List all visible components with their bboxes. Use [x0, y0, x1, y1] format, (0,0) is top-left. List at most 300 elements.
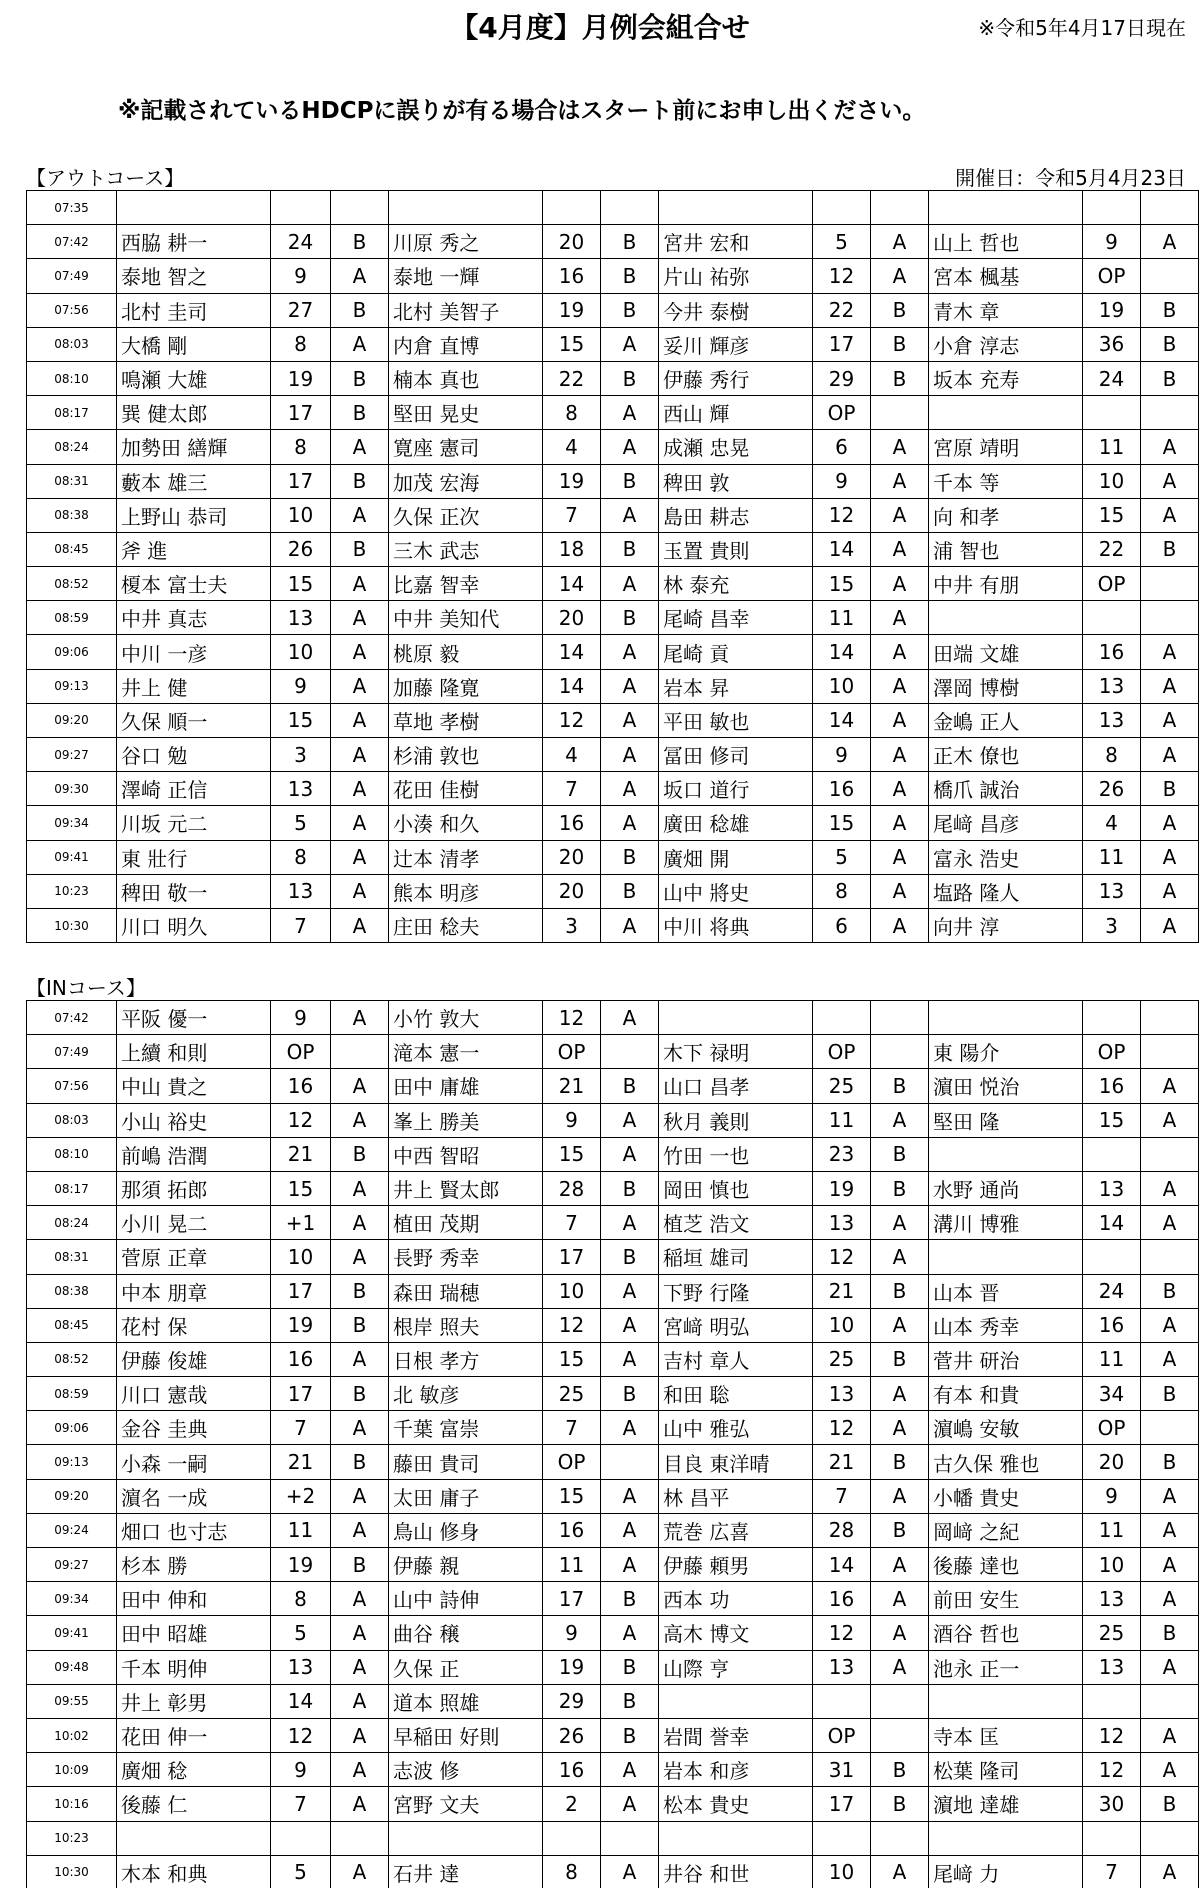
- player-name: 澤崎 正信: [117, 772, 271, 806]
- player-name: 谷口 勉: [117, 738, 271, 772]
- player-name: 久保 順一: [117, 703, 271, 737]
- player-hdcp: 12: [271, 1103, 331, 1137]
- player-name: 島田 耕志: [659, 498, 813, 532]
- player-name: 木下 禄明: [659, 1035, 813, 1069]
- tee-time-row: [27, 1069, 1199, 1103]
- player-name: 山本 秀幸: [929, 1308, 1083, 1342]
- player-class: A: [601, 1411, 659, 1445]
- player-hdcp: 17: [813, 327, 871, 361]
- player-name: 鳴瀬 大雄: [117, 361, 271, 395]
- player-hdcp: 16: [543, 806, 601, 840]
- player-class: [871, 1035, 929, 1069]
- player-class: A: [871, 1548, 929, 1582]
- player-class: B: [871, 1171, 929, 1205]
- player-name: [389, 1821, 543, 1855]
- player-class: B: [601, 1069, 659, 1103]
- player-class: A: [1141, 1582, 1199, 1616]
- player-name: 日根 孝方: [389, 1342, 543, 1376]
- player-class: [1141, 1240, 1199, 1274]
- player-class: A: [871, 532, 929, 566]
- tee-time-row: [27, 327, 1199, 361]
- tee-time: 08:31: [27, 1240, 117, 1274]
- player-hdcp: 14: [813, 635, 871, 669]
- player-hdcp: 7: [1083, 1855, 1141, 1888]
- player-hdcp: OP: [1083, 1035, 1141, 1069]
- player-class: A: [1141, 1513, 1199, 1547]
- player-class: [871, 1821, 929, 1855]
- player-hdcp: [1083, 601, 1141, 635]
- player-name: 田中 伸和: [117, 1582, 271, 1616]
- player-class: A: [1141, 874, 1199, 908]
- player-hdcp: 8: [271, 1582, 331, 1616]
- player-class: [601, 1035, 659, 1069]
- player-name: [117, 1821, 271, 1855]
- player-class: B: [331, 532, 389, 566]
- player-class: A: [331, 1001, 389, 1035]
- player-hdcp: 13: [271, 601, 331, 635]
- player-class: A: [331, 1513, 389, 1547]
- player-hdcp: 16: [813, 1582, 871, 1616]
- player-class: A: [331, 1787, 389, 1821]
- player-class: [871, 1001, 929, 1035]
- player-class: A: [601, 738, 659, 772]
- player-hdcp: 13: [271, 874, 331, 908]
- player-hdcp: 19: [543, 1650, 601, 1684]
- tee-time-row: [27, 1753, 1199, 1787]
- player-hdcp: 25: [543, 1377, 601, 1411]
- tee-time-row: [27, 259, 1199, 293]
- player-hdcp: 8: [543, 1855, 601, 1888]
- player-class: A: [871, 1411, 929, 1445]
- tee-time: 09:55: [27, 1684, 117, 1718]
- out-course-table: [26, 190, 1199, 943]
- player-name: 宮原 靖明: [929, 430, 1083, 464]
- player-class: A: [331, 259, 389, 293]
- player-class: A: [331, 669, 389, 703]
- player-name: 斧 進: [117, 532, 271, 566]
- player-class: B: [871, 1137, 929, 1171]
- player-name: 玉置 貴則: [659, 532, 813, 566]
- player-class: A: [1141, 1171, 1199, 1205]
- player-name: 溝川 博雅: [929, 1206, 1083, 1240]
- player-class: [1141, 191, 1199, 225]
- player-class: A: [331, 1855, 389, 1888]
- player-class: A: [601, 772, 659, 806]
- player-name: 塩路 隆人: [929, 874, 1083, 908]
- tee-time: 09:41: [27, 1616, 117, 1650]
- player-name: 尾崎 昌幸: [659, 601, 813, 635]
- player-class: [1141, 396, 1199, 430]
- player-hdcp: [543, 191, 601, 225]
- player-class: A: [871, 908, 929, 942]
- player-hdcp: 15: [271, 1171, 331, 1205]
- player-class: B: [601, 1582, 659, 1616]
- tee-time: 07:56: [27, 293, 117, 327]
- player-class: A: [1141, 225, 1199, 259]
- player-hdcp: 29: [543, 1684, 601, 1718]
- player-class: A: [871, 1206, 929, 1240]
- player-name: 千葉 富崇: [389, 1411, 543, 1445]
- player-name: 内倉 直博: [389, 327, 543, 361]
- player-hdcp: [1083, 1821, 1141, 1855]
- tee-time-row: [27, 1821, 1199, 1855]
- player-class: B: [331, 225, 389, 259]
- tee-time-row: [27, 601, 1199, 635]
- player-hdcp: [813, 1001, 871, 1035]
- player-name: 伊藤 頼男: [659, 1548, 813, 1582]
- player-name: 中川 一彦: [117, 635, 271, 669]
- player-hdcp: 13: [813, 1650, 871, 1684]
- player-class: [1141, 259, 1199, 293]
- player-class: [331, 1821, 389, 1855]
- player-hdcp: 7: [543, 1411, 601, 1445]
- player-name: [929, 1821, 1083, 1855]
- player-class: A: [331, 806, 389, 840]
- player-name: 中西 智昭: [389, 1137, 543, 1171]
- player-name: 西脇 耕一: [117, 225, 271, 259]
- player-hdcp: 21: [813, 1274, 871, 1308]
- player-class: A: [601, 1855, 659, 1888]
- player-class: A: [601, 1103, 659, 1137]
- tee-time: 08:38: [27, 1274, 117, 1308]
- player-class: B: [871, 1069, 929, 1103]
- player-name: 尾﨑 昌彦: [929, 806, 1083, 840]
- tee-time-row: [27, 1411, 1199, 1445]
- player-class: A: [601, 1787, 659, 1821]
- player-hdcp: OP: [271, 1035, 331, 1069]
- player-hdcp: 15: [543, 1137, 601, 1171]
- player-hdcp: 8: [271, 430, 331, 464]
- player-name: 田中 庸雄: [389, 1069, 543, 1103]
- tee-time-row: [27, 498, 1199, 532]
- player-name: 古久保 雅也: [929, 1445, 1083, 1479]
- player-class: B: [1141, 361, 1199, 395]
- tee-time: 09:41: [27, 840, 117, 874]
- tee-time: 08:03: [27, 1103, 117, 1137]
- player-hdcp: 7: [271, 1787, 331, 1821]
- player-name: 北村 美智子: [389, 293, 543, 327]
- tee-time: 09:13: [27, 669, 117, 703]
- player-class: A: [1141, 1650, 1199, 1684]
- player-class: A: [331, 430, 389, 464]
- player-hdcp: 14: [813, 703, 871, 737]
- player-name: 井上 健: [117, 669, 271, 703]
- tee-time-row: [27, 908, 1199, 942]
- player-name: 植田 茂期: [389, 1206, 543, 1240]
- player-name: 廣田 稔雄: [659, 806, 813, 840]
- player-class: [601, 1821, 659, 1855]
- player-hdcp: 7: [543, 498, 601, 532]
- player-name: 和田 聡: [659, 1377, 813, 1411]
- tee-time-row: [27, 1548, 1199, 1582]
- player-class: B: [1141, 1445, 1199, 1479]
- tee-time-row: [27, 293, 1199, 327]
- player-class: A: [1141, 1308, 1199, 1342]
- player-hdcp: 8: [271, 840, 331, 874]
- player-name: 山中 詩伸: [389, 1582, 543, 1616]
- tee-time-row: [27, 1479, 1199, 1513]
- player-name: 林 昌平: [659, 1479, 813, 1513]
- tee-time: 08:59: [27, 1377, 117, 1411]
- player-class: A: [601, 1137, 659, 1171]
- player-name: [929, 1240, 1083, 1274]
- player-hdcp: 15: [543, 327, 601, 361]
- tee-time: 07:42: [27, 225, 117, 259]
- player-hdcp: 17: [543, 1240, 601, 1274]
- player-name: 岡田 慎也: [659, 1171, 813, 1205]
- player-class: A: [601, 1274, 659, 1308]
- player-name: 小山 裕史: [117, 1103, 271, 1137]
- tee-time-row: [27, 1377, 1199, 1411]
- player-hdcp: 26: [271, 532, 331, 566]
- player-hdcp: 26: [1083, 772, 1141, 806]
- tee-time-row: [27, 396, 1199, 430]
- player-hdcp: 14: [813, 1548, 871, 1582]
- tee-time-row: [27, 1308, 1199, 1342]
- player-name: 中井 美知代: [389, 601, 543, 635]
- player-name: 道本 照雄: [389, 1684, 543, 1718]
- player-class: A: [1141, 1103, 1199, 1137]
- player-hdcp: 22: [813, 293, 871, 327]
- tee-time: 09:06: [27, 635, 117, 669]
- player-name: 中川 将典: [659, 908, 813, 942]
- tee-time-row: [27, 635, 1199, 669]
- player-hdcp: 13: [271, 772, 331, 806]
- player-hdcp: 21: [543, 1069, 601, 1103]
- player-name: 小森 一嗣: [117, 1445, 271, 1479]
- player-class: [601, 1445, 659, 1479]
- player-class: B: [871, 361, 929, 395]
- player-hdcp: 12: [813, 259, 871, 293]
- player-name: 那須 拓郎: [117, 1171, 271, 1205]
- player-hdcp: 16: [271, 1342, 331, 1376]
- as-of-date: ※令和5年4月17日現在: [978, 16, 1186, 40]
- tee-time-row: [27, 1787, 1199, 1821]
- player-class: A: [331, 1718, 389, 1752]
- tee-time-row: [27, 1171, 1199, 1205]
- player-name: 藤田 貴司: [389, 1445, 543, 1479]
- tee-time: 08:31: [27, 464, 117, 498]
- player-name: 三木 武志: [389, 532, 543, 566]
- player-name: 滝本 憲一: [389, 1035, 543, 1069]
- player-class: A: [871, 635, 929, 669]
- player-name: 榎本 富士夫: [117, 567, 271, 601]
- player-class: B: [331, 1308, 389, 1342]
- player-class: B: [1141, 532, 1199, 566]
- player-name: 稲垣 雄司: [659, 1240, 813, 1274]
- tee-time-row: [27, 840, 1199, 874]
- player-name: 菅井 研治: [929, 1342, 1083, 1376]
- player-hdcp: 11: [1083, 840, 1141, 874]
- player-class: A: [871, 1240, 929, 1274]
- player-class: A: [601, 669, 659, 703]
- player-hdcp: OP: [1083, 1411, 1141, 1445]
- player-hdcp: 17: [271, 1274, 331, 1308]
- tee-time: 08:17: [27, 1171, 117, 1205]
- tee-time-row: [27, 1035, 1199, 1069]
- player-class: A: [1141, 908, 1199, 942]
- player-hdcp: [813, 1821, 871, 1855]
- player-hdcp: 5: [271, 1855, 331, 1888]
- tee-time: 08:24: [27, 1206, 117, 1240]
- player-class: B: [871, 293, 929, 327]
- player-hdcp: 7: [813, 1479, 871, 1513]
- player-class: A: [871, 772, 929, 806]
- player-hdcp: 22: [1083, 532, 1141, 566]
- player-name: 吉村 章人: [659, 1342, 813, 1376]
- player-class: B: [1141, 1616, 1199, 1650]
- player-class: A: [331, 908, 389, 942]
- player-hdcp: 3: [1083, 908, 1141, 942]
- player-class: A: [331, 1650, 389, 1684]
- tee-time: 07:42: [27, 1001, 117, 1035]
- player-name: 早稲田 好則: [389, 1718, 543, 1752]
- tee-time: 08:45: [27, 532, 117, 566]
- player-name: 草地 孝樹: [389, 703, 543, 737]
- player-name: 岡﨑 之紀: [929, 1513, 1083, 1547]
- player-hdcp: 15: [271, 567, 331, 601]
- player-hdcp: 9: [1083, 1479, 1141, 1513]
- player-hdcp: 16: [813, 772, 871, 806]
- player-name: 西山 輝: [659, 396, 813, 430]
- tee-time-row: [27, 1513, 1199, 1547]
- hdcp-notice: ※記載されているHDCPに誤りが有る場合はスタート前にお申し出ください。: [118, 98, 926, 124]
- player-name: 濵田 悦治: [929, 1069, 1083, 1103]
- player-hdcp: 9: [813, 464, 871, 498]
- player-class: A: [601, 1308, 659, 1342]
- player-name: 山中 將史: [659, 874, 813, 908]
- player-hdcp: 28: [543, 1171, 601, 1205]
- player-name: 冨田 修司: [659, 738, 813, 772]
- player-class: B: [601, 1650, 659, 1684]
- player-hdcp: [1083, 191, 1141, 225]
- player-hdcp: 12: [1083, 1718, 1141, 1752]
- player-name: [929, 191, 1083, 225]
- player-name: 堅田 隆: [929, 1103, 1083, 1137]
- player-hdcp: [1083, 1001, 1141, 1035]
- player-name: 巽 健太郎: [117, 396, 271, 430]
- player-hdcp: 11: [813, 601, 871, 635]
- player-hdcp: 10: [271, 498, 331, 532]
- player-class: B: [331, 1445, 389, 1479]
- tee-time-row: [27, 1650, 1199, 1684]
- tee-time-row: [27, 1103, 1199, 1137]
- player-name: 上野山 恭司: [117, 498, 271, 532]
- tee-time-row: [27, 806, 1199, 840]
- tee-time: 08:52: [27, 567, 117, 601]
- player-name: [929, 1684, 1083, 1718]
- player-hdcp: 10: [271, 1240, 331, 1274]
- player-hdcp: 8: [271, 327, 331, 361]
- player-hdcp: OP: [1083, 259, 1141, 293]
- player-hdcp: 9: [813, 738, 871, 772]
- tee-time: 09:30: [27, 772, 117, 806]
- player-hdcp: 12: [543, 1308, 601, 1342]
- player-name: 熊本 明彦: [389, 874, 543, 908]
- player-name: 小川 晃二: [117, 1206, 271, 1240]
- player-name: 伊藤 親: [389, 1548, 543, 1582]
- player-class: A: [331, 1411, 389, 1445]
- player-class: A: [601, 635, 659, 669]
- player-name: 比嘉 智幸: [389, 567, 543, 601]
- tee-time-row: [27, 1718, 1199, 1752]
- tee-time-row: [27, 1616, 1199, 1650]
- player-name: [659, 1821, 813, 1855]
- player-hdcp: 9: [543, 1616, 601, 1650]
- player-hdcp: 24: [1083, 1274, 1141, 1308]
- player-hdcp: 9: [543, 1103, 601, 1137]
- player-hdcp: [271, 191, 331, 225]
- out-course-label: 【アウトコース】: [26, 166, 185, 190]
- player-hdcp: 3: [271, 738, 331, 772]
- player-name: 平阪 優一: [117, 1001, 271, 1035]
- player-hdcp: 15: [813, 567, 871, 601]
- player-class: B: [601, 361, 659, 395]
- player-hdcp: 10: [271, 635, 331, 669]
- player-class: A: [331, 1616, 389, 1650]
- player-hdcp: 9: [271, 1001, 331, 1035]
- player-name: 岩本 昇: [659, 669, 813, 703]
- player-hdcp: 14: [271, 1684, 331, 1718]
- player-class: [871, 191, 929, 225]
- player-hdcp: 7: [543, 772, 601, 806]
- player-hdcp: 4: [1083, 806, 1141, 840]
- tee-time: 09:34: [27, 806, 117, 840]
- tee-time-row: [27, 1582, 1199, 1616]
- player-class: A: [601, 908, 659, 942]
- player-class: A: [331, 1479, 389, 1513]
- player-hdcp: 10: [813, 1308, 871, 1342]
- player-name: 尾崎 貢: [659, 635, 813, 669]
- player-hdcp: 12: [813, 1240, 871, 1274]
- tee-time: 10:16: [27, 1787, 117, 1821]
- player-name: 加茂 宏海: [389, 464, 543, 498]
- page-title: 【4月度】月例会組合せ: [450, 11, 750, 44]
- player-hdcp: 12: [271, 1718, 331, 1752]
- event-date: 開催日：令和5月4月23日: [955, 166, 1186, 190]
- player-class: B: [1141, 293, 1199, 327]
- player-name: 濵嶋 安敏: [929, 1411, 1083, 1445]
- tee-time-row: [27, 1684, 1199, 1718]
- player-class: B: [601, 1240, 659, 1274]
- player-hdcp: 13: [271, 1650, 331, 1684]
- player-name: 堅田 晃史: [389, 396, 543, 430]
- player-hdcp: 11: [271, 1513, 331, 1547]
- tee-time: 09:13: [27, 1445, 117, 1479]
- player-class: A: [601, 806, 659, 840]
- player-name: 東 陽介: [929, 1035, 1083, 1069]
- player-hdcp: 4: [543, 430, 601, 464]
- player-name: 宮﨑 明弘: [659, 1308, 813, 1342]
- player-class: A: [1141, 1548, 1199, 1582]
- player-class: B: [871, 1513, 929, 1547]
- player-name: 山本 晋: [929, 1274, 1083, 1308]
- player-name: 尾﨑 力: [929, 1855, 1083, 1888]
- tee-time-row: [27, 567, 1199, 601]
- player-hdcp: 34: [1083, 1377, 1141, 1411]
- player-hdcp: 7: [271, 1411, 331, 1445]
- player-class: [1141, 567, 1199, 601]
- player-class: B: [601, 1684, 659, 1718]
- player-name: 有本 和貴: [929, 1377, 1083, 1411]
- player-class: B: [871, 327, 929, 361]
- player-class: [871, 396, 929, 430]
- player-class: B: [1141, 1787, 1199, 1821]
- player-name: 久保 正次: [389, 498, 543, 532]
- player-class: A: [331, 327, 389, 361]
- player-hdcp: [1083, 1137, 1141, 1171]
- player-name: 橋爪 誠治: [929, 772, 1083, 806]
